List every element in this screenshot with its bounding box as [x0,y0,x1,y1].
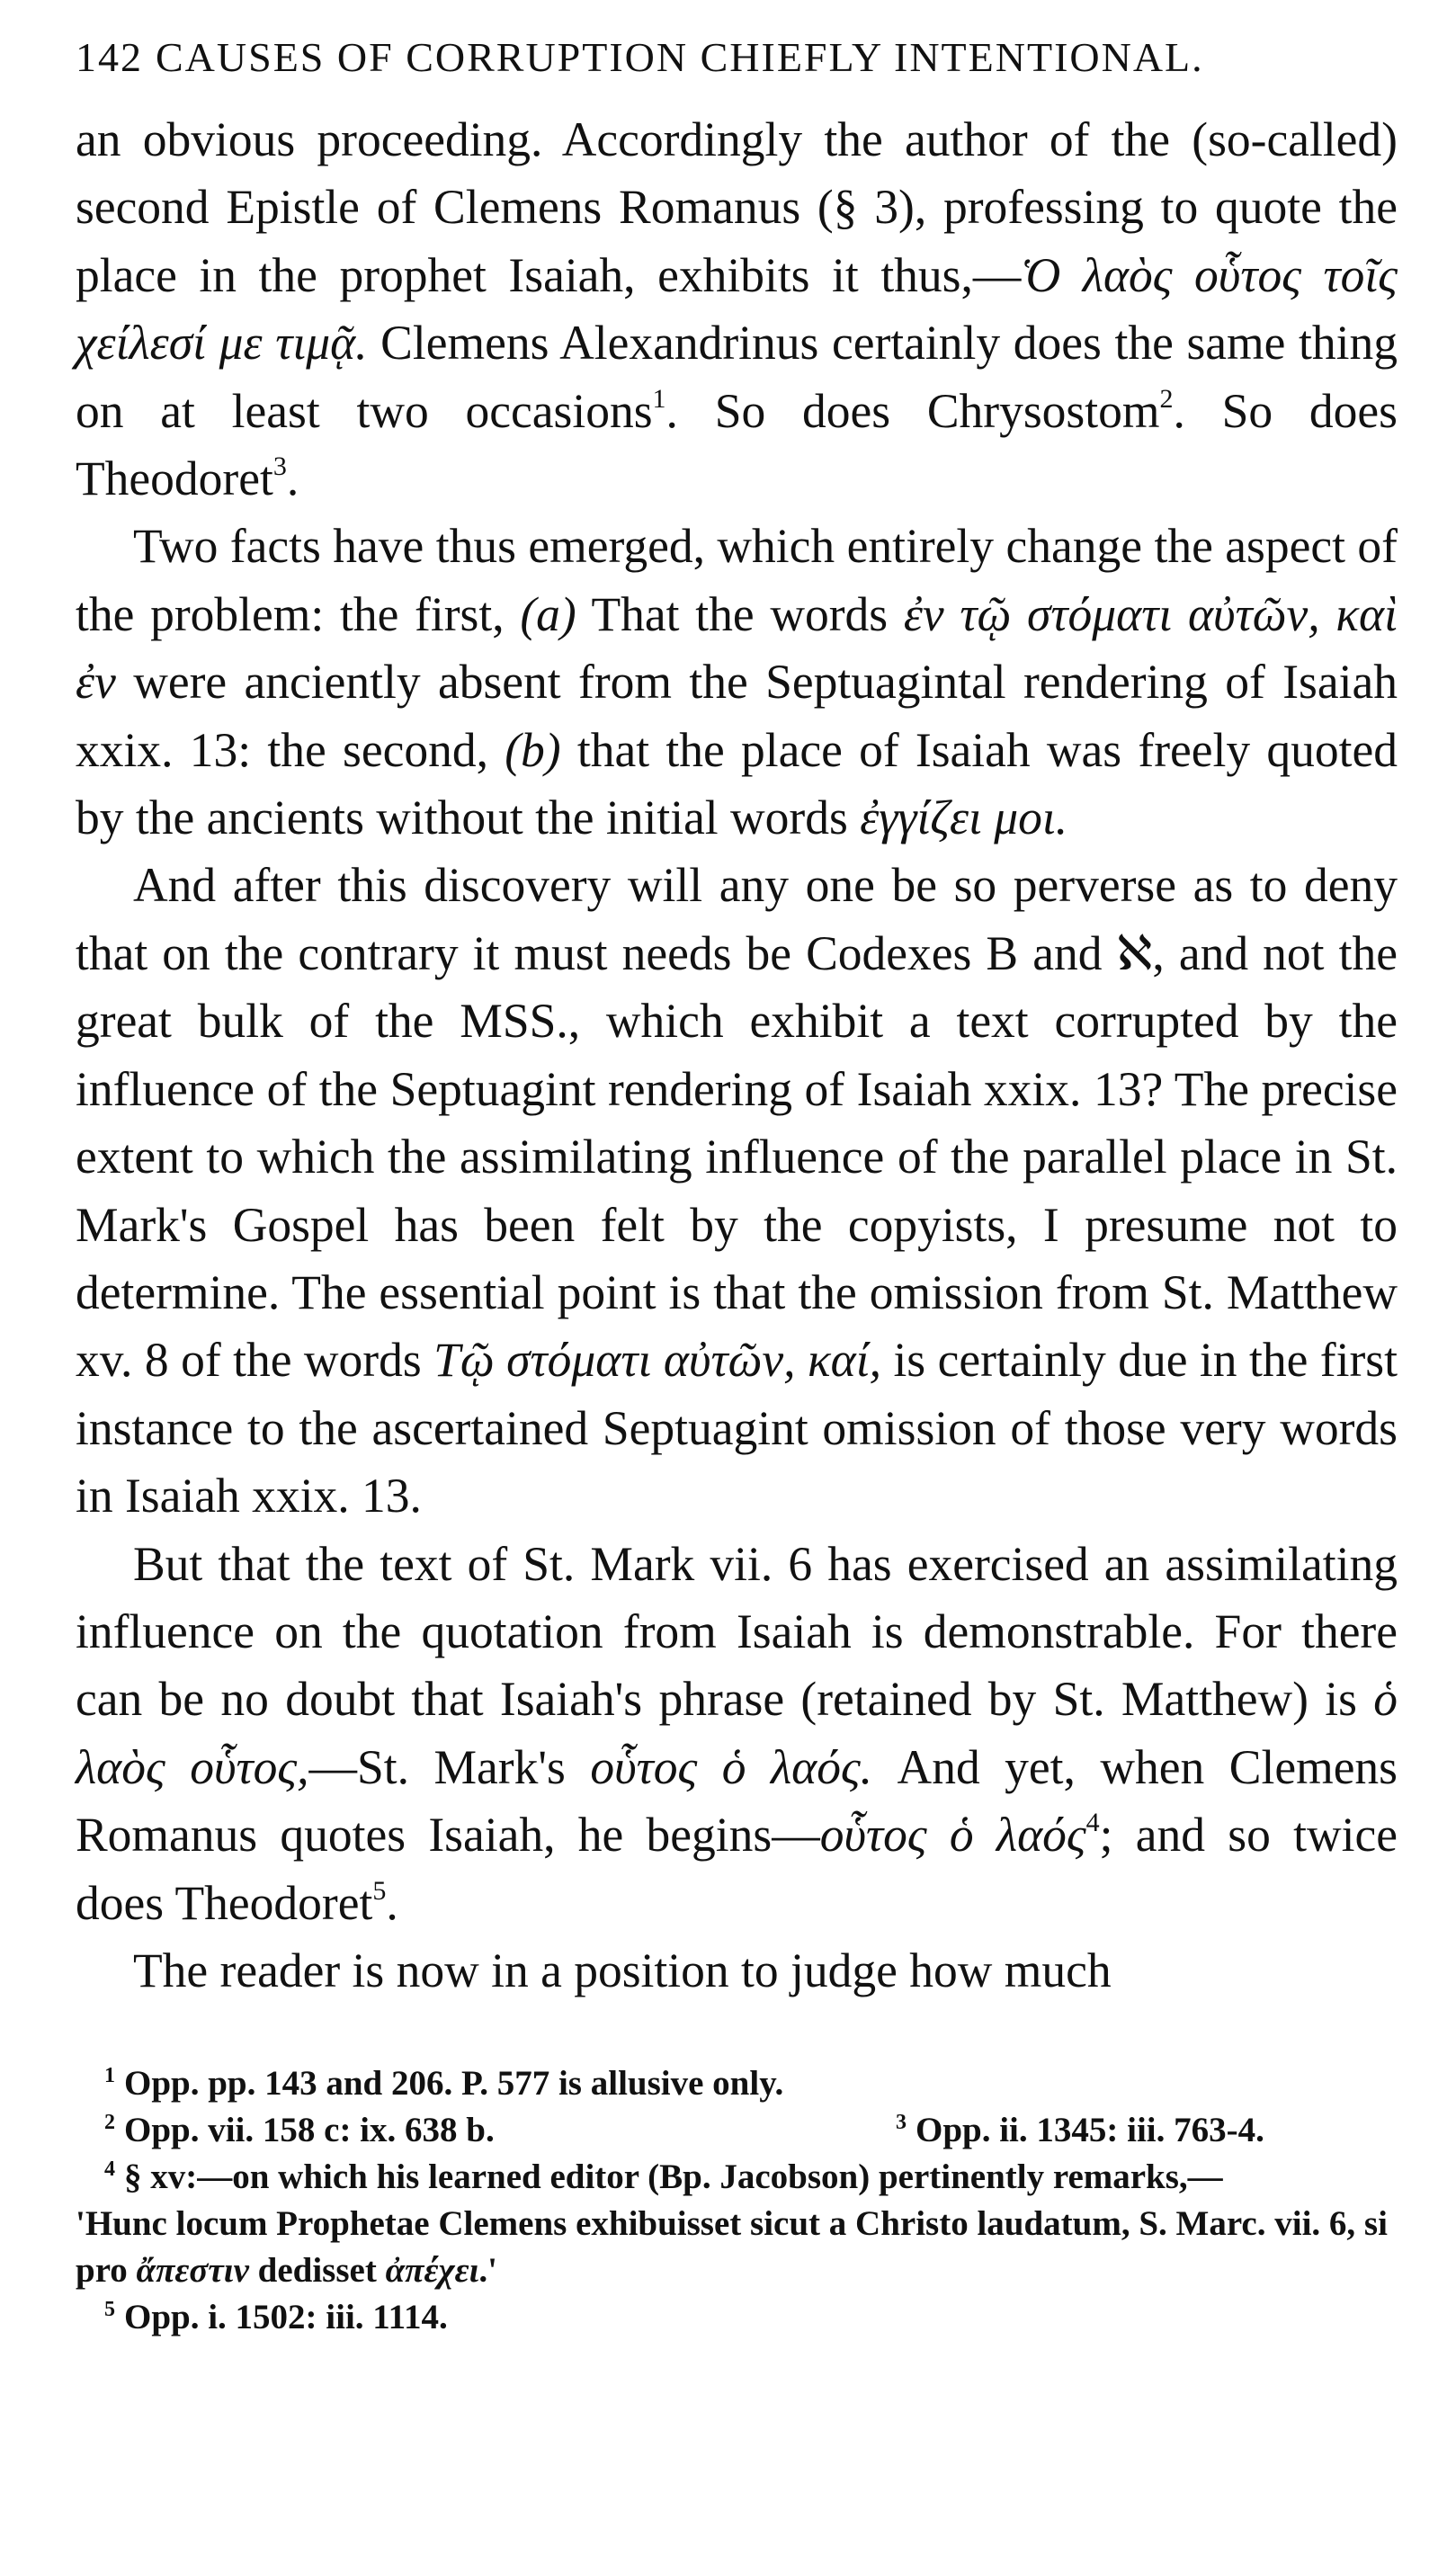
footnote-4-continued [76,2201,1398,2294]
footnote-ref-1[interactable]: 1 [652,383,666,414]
footnote-text: .' [478,2251,497,2291]
footnote-marker: 1 [104,2064,115,2088]
footnote-marker: 3 [896,2111,907,2135]
running-head [76,25,1398,90]
text-run: that the place of Isaiah was freely quoted by the ancients without the initial words [76,722,1398,845]
greek-quotation: Τῷ στόματι αὐτῶν, καί, [433,1333,881,1388]
text-run: The reader is now in a position to judge how much [133,1943,1112,1997]
item-label-b: (b) [505,722,561,777]
greek-quotation: ἄπεστιν [136,2251,249,2291]
footnote-4 [76,2154,1398,2201]
text-run: an obvious proceeding. Accordingly the author of the (so-called) second Epistle of Clemens Romanus (§ 3), professing to quote the place in the prophet Isaiah, exhibits it thus,— [76,112,1398,302]
book-page [76,25,1398,2341]
text-run: That the words [576,586,904,641]
page-number: 142 [76,34,143,80]
greek-quotation: ὁ λαὸς οὗτος, [76,1672,1398,1794]
paragraph-2 [76,513,1398,852]
text-run: And after this discovery will any one be so perverse as to deny that on the contrary it must needs be Codexes B and ℵ, and not the great bulk of the MSS., which exhibit a text corrupted by the influence of the Septuagint rendering of Isaiah xxix. 13? The precise extent to which the assimilating influence of the parallel place in St. Mark's Gospel has been felt by the copyists, I presume not to determine. The essential point is that the omission from St. Matthew xv. 8 of the words [76,858,1398,1388]
greek-quotation: ἐγγίζει μοι. [860,791,1068,845]
footnote-ref-3[interactable]: 3 [272,451,287,482]
text-run: ; and so twice does Theodoret [76,1808,1398,1930]
footnote-ref-5[interactable]: 5 [372,1875,387,1906]
text-run: . [386,1875,398,1930]
footnote-text: Opp. ii. 1345: iii. 763-4. [916,2111,1264,2150]
footnote-2 [104,2107,896,2154]
greek-quotation: ἐν τῷ στόματι αὐτῶν, καὶ ἐν [76,586,1398,710]
text-run: is certainly due in the first instance to the ascertained Septuagint omission of those very words in Isaiah xxix. 13. [76,1333,1398,1523]
footnote-ref-4[interactable]: 4 [1085,1808,1100,1838]
footnote-row-2-3 [76,2107,1398,2154]
footnotes [76,2060,1398,2341]
running-title: CAUSES OF CORRUPTION CHIEFLY INTENTIONAL. [156,34,1204,80]
paragraph-1 [76,106,1398,513]
greek-quotation: Ὁ λαὸς οὗτος τοῖς χείλεσί με τιμᾷ. [76,247,1398,371]
footnote-3 [896,2107,1264,2154]
footnote-text: Opp. i. 1502: iii. 1114. [124,2298,448,2337]
body-text [76,106,1398,2005]
greek-quotation: οὗτος ὁ λαός. [590,1739,873,1794]
footnote-text: dedisset [248,2251,386,2291]
footnote-1 [76,2060,1398,2107]
greek-quotation: οὗτος ὁ λαός [819,1808,1086,1863]
text-run: Two facts have thus emerged, which entirely change the aspect of the problem: the first, [76,519,1398,641]
text-run: . So does Theodoret [76,383,1398,506]
text-run: Clemens Alexandrinus certainly does the same thing on at least two occasions [76,316,1398,438]
footnote-marker: 5 [104,2298,115,2322]
paragraph-3 [76,852,1398,1530]
footnote-ref-2[interactable]: 2 [1159,383,1174,414]
paragraph-5 [76,1937,1398,2005]
footnote-text: 'Hunc locum Prophetae Clemens exhibuisset sicut a Christo laudatum, S. Marc. vii. 6, si pro [76,2204,1388,2291]
text-run: —St. Mark's [308,1739,591,1794]
footnote-marker: 4 [104,2158,115,2182]
text-run: . [286,451,299,506]
footnote-text: § xv:—on which his learned editor (Bp. Jacobson) pertinently remarks,— [124,2158,1223,2197]
footnote-5 [76,2294,1398,2341]
greek-quotation: ἀπέχει [385,2251,479,2291]
footnote-text: Opp. pp. 143 and 206. P. 577 is allusive only. [124,2064,784,2104]
footnote-text: Opp. vii. 158 c: ix. 638 b. [124,2111,495,2150]
footnote-marker: 2 [104,2111,115,2135]
text-run: And yet, when Clemens Romanus quotes Isaiah, he begins— [76,1739,1398,1863]
item-label-a: (a) [520,586,576,641]
text-run: . So does Chrysostom [665,383,1160,438]
text-run: were anciently absent from the Septuagintal rendering of Isaiah xxix. 13: the second, [76,655,1398,777]
text-run: But that the text of St. Mark vii. 6 has exercised an assimilating influence on the quotation from Isaiah is demonstrable. For there can be no doubt that Isaiah's phrase (retained by St. Matthew) is [76,1536,1398,1727]
paragraph-4 [76,1531,1398,1937]
